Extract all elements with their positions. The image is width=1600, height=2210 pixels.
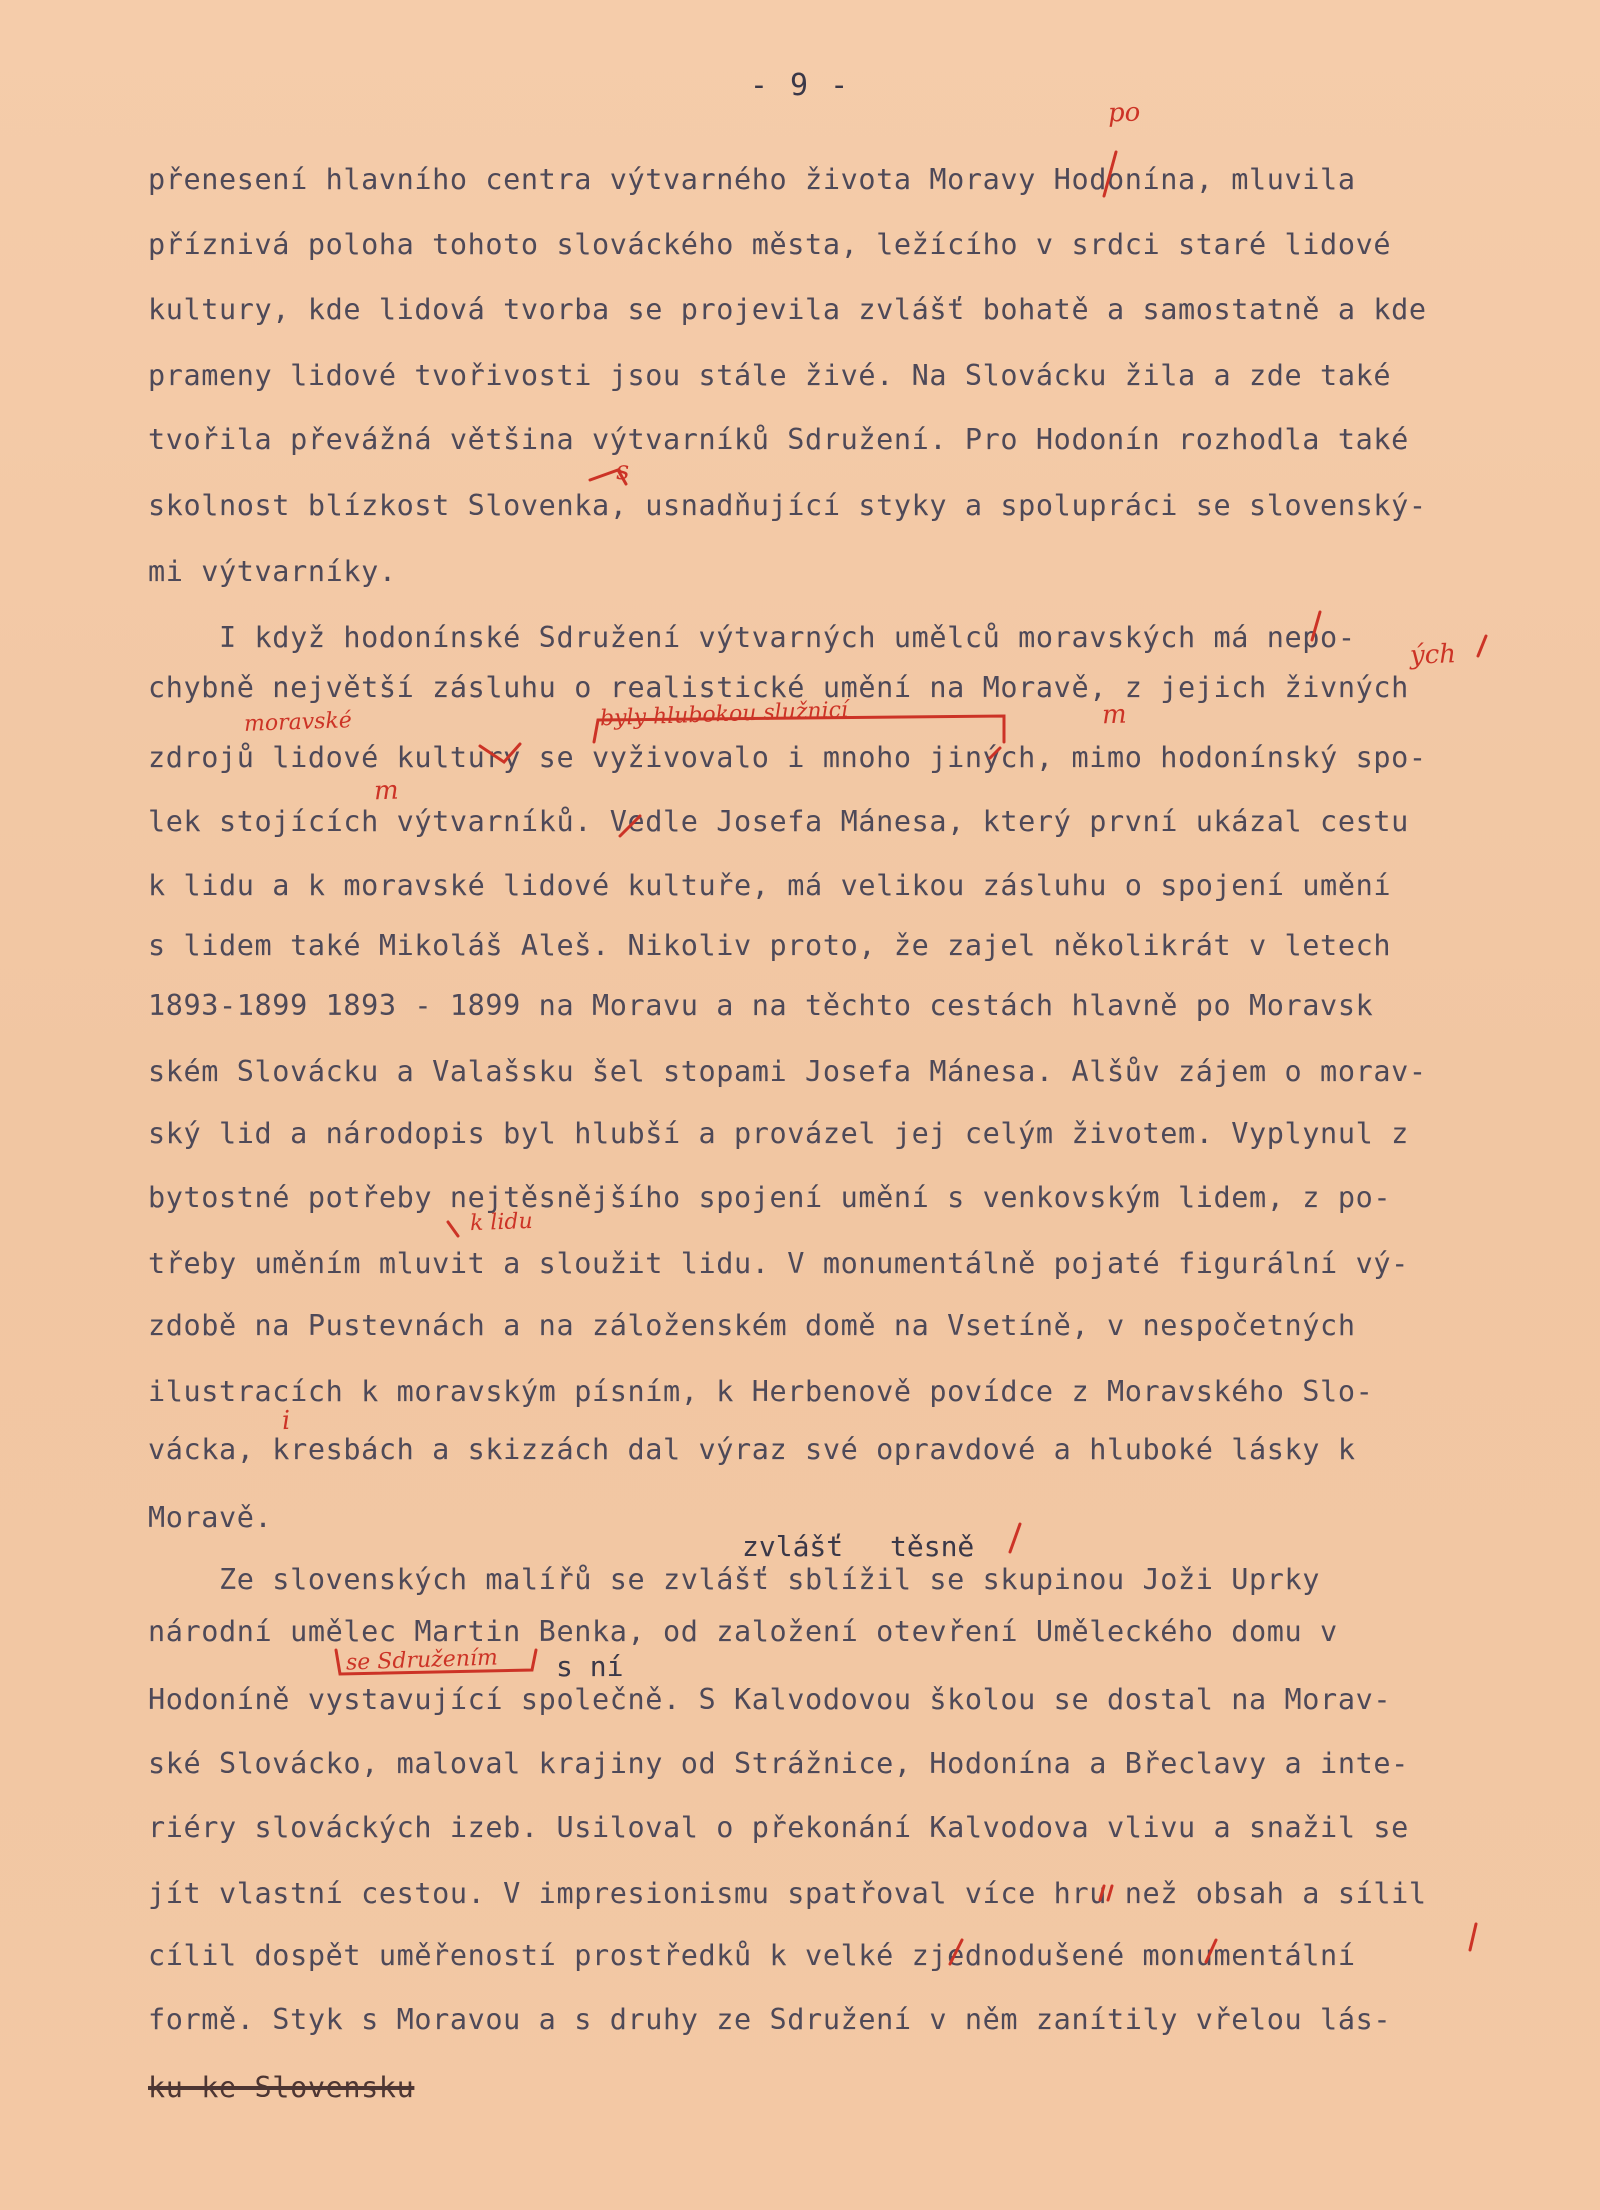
text-line: národní umělec Martin Benka, od založení otevření Uměleckého domu v	[148, 1615, 1338, 1648]
text-line: ské Slovácko, maloval krajiny od Strážnice, Hodonína a Břeclavy a inte-	[148, 1747, 1409, 1780]
correction-s: s	[615, 455, 630, 487]
text-line: kultury, kde lidová tvorba se projevila zvlášť bohatě a samostatně a kde	[148, 293, 1427, 326]
text-line: prameny lidové tvořivosti jsou stále živé. Na Slovácku žila a zde také	[148, 359, 1392, 392]
typed-insert-s-ni: s ní	[556, 1650, 624, 1683]
text-line: s lidem také Mikoláš Aleš. Nikoliv proto, že zajel několikrát v letech	[148, 929, 1392, 962]
correction-i: i	[281, 1405, 291, 1437]
correction-moravske: moravské	[243, 708, 353, 737]
typed-insert-tesne: těsně	[890, 1530, 975, 1563]
correction-se-sdruzenim: se Sdružením	[345, 1645, 499, 1676]
correction-ych: ých	[1409, 639, 1457, 671]
text-line: příznivá poloha tohoto slováckého města, ležícího v srdci staré lidové	[148, 228, 1392, 261]
text-line: zdrojů lidové kultury se vyživovalo i mnoho jiných, mimo hodonínský spo-	[148, 741, 1427, 774]
text-line: 1893-1899 1893 - 1899 na Moravu a na těchto cestách hlavně po Moravsk	[148, 989, 1374, 1022]
text-line: Ze slovenských malířů se zvlášť sblížil se skupinou Joži Uprky	[148, 1563, 1321, 1596]
text-line: skolnost blízkost Slovenka, usnadňující styky a spolupráci se slovenský-	[148, 489, 1427, 522]
struck-text-line: ku ke Slovensku	[148, 2071, 415, 2104]
text-line: třeby uměním mluvit a sloužit lidu. V monumentálně pojaté figurální vý-	[148, 1247, 1409, 1280]
text-line: tvořila převážná většina výtvarníků Sdružení. Pro Hodonín rozhodla také	[148, 423, 1409, 456]
text-line: ský lid a národopis byl hlubší a provázel jej celým životem. Vyplynul z	[148, 1117, 1409, 1150]
text-line: jít vlastní cestou. V impresionismu spatřoval více hru než obsah a sílil	[148, 1877, 1427, 1910]
typed-insert-zvlast: zvlášť	[742, 1530, 844, 1563]
text-line: ilustracích k moravským písním, k Herbenově povídce z Moravského Slo-	[148, 1375, 1374, 1408]
text-line: zdobě na Pustevnách a na záloženském domě na Vsetíně, v nespočetných	[148, 1309, 1356, 1342]
text-line: formě. Styk s Moravou a s druhy ze Sdružení v něm zanítily vřelou lás-	[148, 2003, 1392, 2036]
correction-m: m	[1101, 699, 1128, 731]
text-line: vácka, kresbách a skizzách dal výraz své opravdové a hluboké lásky k	[148, 1433, 1356, 1466]
page-number: - 9 -	[749, 68, 851, 103]
text-line: I když hodonínské Sdružení výtvarných umělců moravských má nepo-	[148, 621, 1356, 654]
text-line: riéry slováckých izeb. Usiloval o překonání Kalvodova vlivu a snažil se	[148, 1811, 1409, 1844]
text-line: bytostné potřeby nejtěsnějšího spojení umění s venkovským lidem, z po-	[148, 1181, 1392, 1214]
text-line: ském Slovácku a Valašsku šel stopami Josefa Mánesa. Alšův zájem o morav-	[148, 1055, 1427, 1088]
text-line: mi výtvarníky.	[148, 555, 397, 588]
text-line: přenesení hlavního centra výtvarného života Moravy Hodonína, mluvila	[148, 163, 1356, 196]
text-line: k lidu a k moravské lidové kultuře, má velikou zásluhu o spojení umění	[148, 869, 1392, 902]
text-line: cílil dospět uměřeností prostředků k velké zjednodušené monumentální	[148, 1939, 1356, 1972]
correction-k-lidu: k lidu	[469, 1208, 534, 1237]
correction-byly-hlubokou-sluznici: byly hlubokou služnicí	[599, 697, 849, 732]
text-line: Hodoníně vystavující společně. S Kalvodovou školou se dostal na Morav-	[148, 1683, 1392, 1716]
correction-m: m	[373, 775, 400, 807]
text-line: lek stojících výtvarníků. Vedle Josefa Mánesa, který první ukázal cestu	[148, 805, 1409, 838]
text-line: chybně největší zásluhu o realistické umění na Moravě, z jejich živných	[148, 671, 1409, 704]
correction-insert-po: po	[1107, 97, 1141, 129]
text-line: Moravě.	[148, 1501, 273, 1534]
